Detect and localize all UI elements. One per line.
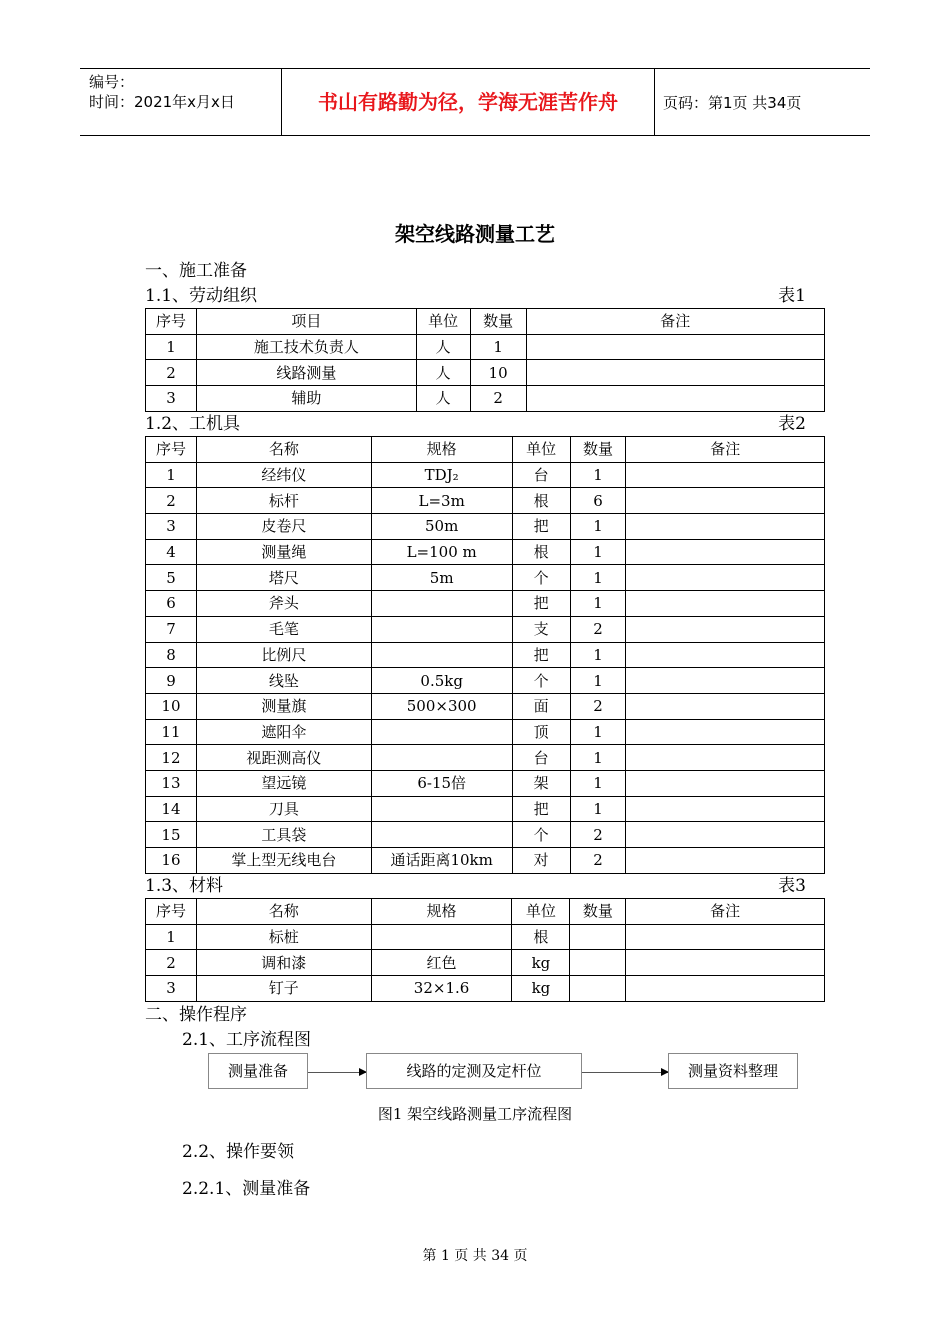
table-row [146, 334, 825, 360]
table-cell [626, 796, 825, 822]
table-cell: TDJ₂ [371, 462, 512, 488]
table-number: 表1 [778, 286, 806, 306]
table-header-cell: 备注 [626, 899, 825, 925]
section-heading: 二、操作程序 [145, 1005, 247, 1025]
table-cell [626, 745, 825, 771]
subsection-heading: 2.2.1、测量准备 [182, 1179, 311, 1199]
table-cell: 1 [570, 514, 626, 540]
table-cell: 1 [570, 668, 626, 694]
table-cell [526, 360, 824, 386]
table-row [146, 822, 825, 848]
table-cell: 塔尺 [196, 565, 371, 591]
table-cell: 把 [512, 591, 570, 617]
labor-table [145, 308, 825, 412]
table-cell: 5 [146, 565, 197, 591]
table-cell: 8 [146, 642, 197, 668]
table-row [146, 386, 825, 412]
materials-table-body [146, 899, 825, 1002]
table-cell [526, 334, 824, 360]
table-cell: 1 [570, 770, 626, 796]
table-row [146, 488, 825, 514]
table-cell: 红色 [371, 950, 512, 976]
subsection-heading: 2.1、工序流程图 [182, 1030, 312, 1050]
materials-table [145, 898, 825, 1002]
table-row [146, 796, 825, 822]
table-cell: 16 [146, 848, 197, 874]
table-header-cell: 项目 [196, 309, 416, 335]
table-cell: 施工技术负责人 [196, 334, 416, 360]
table-cell: 1 [146, 334, 197, 360]
table-header-cell: 单位 [512, 899, 570, 925]
header-number: 编号： [89, 73, 135, 91]
table-row [146, 745, 825, 771]
table-cell: kg [512, 950, 570, 976]
table-cell: 2 [470, 386, 526, 412]
table-header-row [146, 437, 825, 463]
table-cell: 10 [470, 360, 526, 386]
table-cell: 调和漆 [196, 950, 371, 976]
table-cell [626, 539, 825, 565]
table-cell: 1 [146, 924, 197, 950]
table-header-cell: 单位 [416, 309, 470, 335]
table-cell [371, 591, 512, 617]
header-page-number: 页码：第1页 共34页 [663, 94, 802, 112]
table-header-cell: 数量 [570, 899, 626, 925]
table-cell: 线路测量 [196, 360, 416, 386]
table-cell [626, 565, 825, 591]
header-motto: 书山有路勤为径，学海无涯苦作舟 [282, 69, 655, 135]
table-cell: 对 [512, 848, 570, 874]
table-cell: 比例尺 [196, 642, 371, 668]
document-title: 架空线路测量工艺 [395, 222, 555, 246]
table-row [146, 668, 825, 694]
table-cell [626, 462, 825, 488]
tools-table-body [146, 437, 825, 874]
table-row [146, 719, 825, 745]
table-cell [626, 848, 825, 874]
table-cell: 毛笔 [196, 616, 371, 642]
table-cell: 经纬仪 [196, 462, 371, 488]
flow-step-box: 测量准备 [208, 1053, 308, 1089]
table-header-cell: 备注 [626, 437, 825, 463]
table-cell: 500×300 [371, 693, 512, 719]
table-cell: 2 [146, 950, 197, 976]
subsection-heading: 1.2、工机具 [145, 414, 241, 434]
table-header-cell: 数量 [470, 309, 526, 335]
table-cell: 人 [416, 386, 470, 412]
table-cell: 1 [570, 539, 626, 565]
table-row [146, 616, 825, 642]
table-cell [626, 591, 825, 617]
table-cell: 2 [570, 693, 626, 719]
table-cell: 6-15倍 [371, 770, 512, 796]
subsection-heading: 1.1、劳动组织 [145, 286, 258, 306]
table-cell: 面 [512, 693, 570, 719]
subsection-heading: 1.3、材料 [145, 876, 224, 896]
table-cell: 1 [570, 642, 626, 668]
table-header-cell: 名称 [196, 899, 371, 925]
table-cell: 测量绳 [196, 539, 371, 565]
table-cell: 线坠 [196, 668, 371, 694]
section-heading: 一、施工准备 [145, 261, 247, 281]
table-cell: 人 [416, 334, 470, 360]
table-cell: 32×1.6 [371, 976, 512, 1002]
table-header-row [146, 899, 825, 925]
table-row [146, 950, 825, 976]
table-cell: 斧头 [196, 591, 371, 617]
table-number: 表2 [778, 414, 806, 434]
table-cell [626, 514, 825, 540]
table-header-cell: 序号 [146, 437, 197, 463]
table-cell: 2 [570, 822, 626, 848]
table-cell [626, 719, 825, 745]
table-row [146, 591, 825, 617]
tools-table [145, 436, 825, 874]
table-cell: 1 [570, 796, 626, 822]
table-cell [626, 616, 825, 642]
table-header-cell: 序号 [146, 899, 197, 925]
table-cell: 4 [146, 539, 197, 565]
table-cell: 测量旗 [196, 693, 371, 719]
table-row [146, 924, 825, 950]
table-cell: 5m [371, 565, 512, 591]
table-row [146, 693, 825, 719]
table-row [146, 514, 825, 540]
table-cell: 个 [512, 822, 570, 848]
table-header-cell: 名称 [196, 437, 371, 463]
table-cell: 根 [512, 488, 570, 514]
flow-step-box: 测量资料整理 [668, 1053, 798, 1089]
page-footer: 第 1 页 共 34 页 [422, 1248, 528, 1264]
table-row [146, 462, 825, 488]
table-cell: 架 [512, 770, 570, 796]
table-cell [371, 616, 512, 642]
table-cell: 1 [146, 462, 197, 488]
table-cell [626, 770, 825, 796]
table-cell [626, 693, 825, 719]
table-cell: 把 [512, 796, 570, 822]
table-cell: 顶 [512, 719, 570, 745]
table-cell: 13 [146, 770, 197, 796]
table-cell [371, 745, 512, 771]
table-cell: 根 [512, 539, 570, 565]
table-row [146, 360, 825, 386]
page-header [80, 68, 870, 136]
table-cell [626, 924, 825, 950]
table-cell [626, 642, 825, 668]
table-cell: 0.5kg [371, 668, 512, 694]
table-cell: 视距测高仪 [196, 745, 371, 771]
table-cell: 3 [146, 386, 197, 412]
table-cell: 支 [512, 616, 570, 642]
table-cell: 7 [146, 616, 197, 642]
table-cell [526, 386, 824, 412]
table-cell: 15 [146, 822, 197, 848]
table-header-cell: 备注 [526, 309, 824, 335]
table-row [146, 770, 825, 796]
table-cell: 2 [146, 488, 197, 514]
table-cell: 2 [570, 848, 626, 874]
table-cell: 1 [570, 565, 626, 591]
figure-caption: 图1 架空线路测量工序流程图 [377, 1105, 573, 1123]
table-cell: 把 [512, 642, 570, 668]
table-cell: 钉子 [196, 976, 371, 1002]
table-cell: 14 [146, 796, 197, 822]
table-cell: 1 [570, 745, 626, 771]
table-header-cell: 序号 [146, 309, 197, 335]
table-cell [371, 822, 512, 848]
table-cell [371, 642, 512, 668]
table-cell [626, 668, 825, 694]
table-cell [570, 976, 626, 1002]
table-cell: 1 [570, 719, 626, 745]
table-cell [626, 822, 825, 848]
table-cell [570, 924, 626, 950]
table-header-cell: 单位 [512, 437, 570, 463]
table-cell [371, 719, 512, 745]
table-header-row [146, 309, 825, 335]
table-cell [371, 924, 512, 950]
header-meta [80, 69, 282, 135]
table-cell: 辅助 [196, 386, 416, 412]
table-row [146, 976, 825, 1002]
table-cell: 6 [146, 591, 197, 617]
table-cell: 把 [512, 514, 570, 540]
table-cell: 11 [146, 719, 197, 745]
flow-arrow-icon [308, 1072, 366, 1073]
table-cell: 50m [371, 514, 512, 540]
table-cell: 标桩 [196, 924, 371, 950]
table-cell: 3 [146, 976, 197, 1002]
header-time: 时间：2021年x月x日 [89, 93, 235, 111]
table-cell [626, 950, 825, 976]
table-cell: 个 [512, 565, 570, 591]
table-header-cell: 规格 [371, 437, 512, 463]
table-cell: 个 [512, 668, 570, 694]
table-cell: 望远镜 [196, 770, 371, 796]
table-cell: 标杆 [196, 488, 371, 514]
table-cell: 6 [570, 488, 626, 514]
table-cell [371, 796, 512, 822]
table-cell: 通话距离10km [371, 848, 512, 874]
table-row [146, 642, 825, 668]
table-cell: 10 [146, 693, 197, 719]
table-cell: 根 [512, 924, 570, 950]
table-cell: 掌上型无线电台 [196, 848, 371, 874]
table-row [146, 565, 825, 591]
table-cell [626, 488, 825, 514]
table-cell: 台 [512, 745, 570, 771]
table-cell [570, 950, 626, 976]
table-cell: kg [512, 976, 570, 1002]
table-cell: 1 [570, 462, 626, 488]
table-cell: L=100 m [371, 539, 512, 565]
table-cell: 工具袋 [196, 822, 371, 848]
table-cell [626, 976, 825, 1002]
subsection-heading: 2.2、操作要领 [182, 1142, 295, 1162]
table-cell: 遮阳伞 [196, 719, 371, 745]
table-cell: 12 [146, 745, 197, 771]
table-header-cell: 规格 [371, 899, 512, 925]
table-cell: 台 [512, 462, 570, 488]
labor-table-body [146, 309, 825, 412]
flow-arrow-icon [582, 1072, 668, 1073]
flow-step-box: 线路的定测及定杆位 [366, 1053, 582, 1089]
table-cell: 人 [416, 360, 470, 386]
table-cell: 9 [146, 668, 197, 694]
table-number: 表3 [778, 876, 806, 896]
table-cell: 2 [146, 360, 197, 386]
table-row [146, 539, 825, 565]
table-cell: 2 [570, 616, 626, 642]
table-cell: 刀具 [196, 796, 371, 822]
table-cell: 1 [470, 334, 526, 360]
table-row [146, 848, 825, 874]
table-cell: 3 [146, 514, 197, 540]
table-cell: 1 [570, 591, 626, 617]
table-cell: 皮卷尺 [196, 514, 371, 540]
table-cell: L=3m [371, 488, 512, 514]
table-header-cell: 数量 [570, 437, 626, 463]
